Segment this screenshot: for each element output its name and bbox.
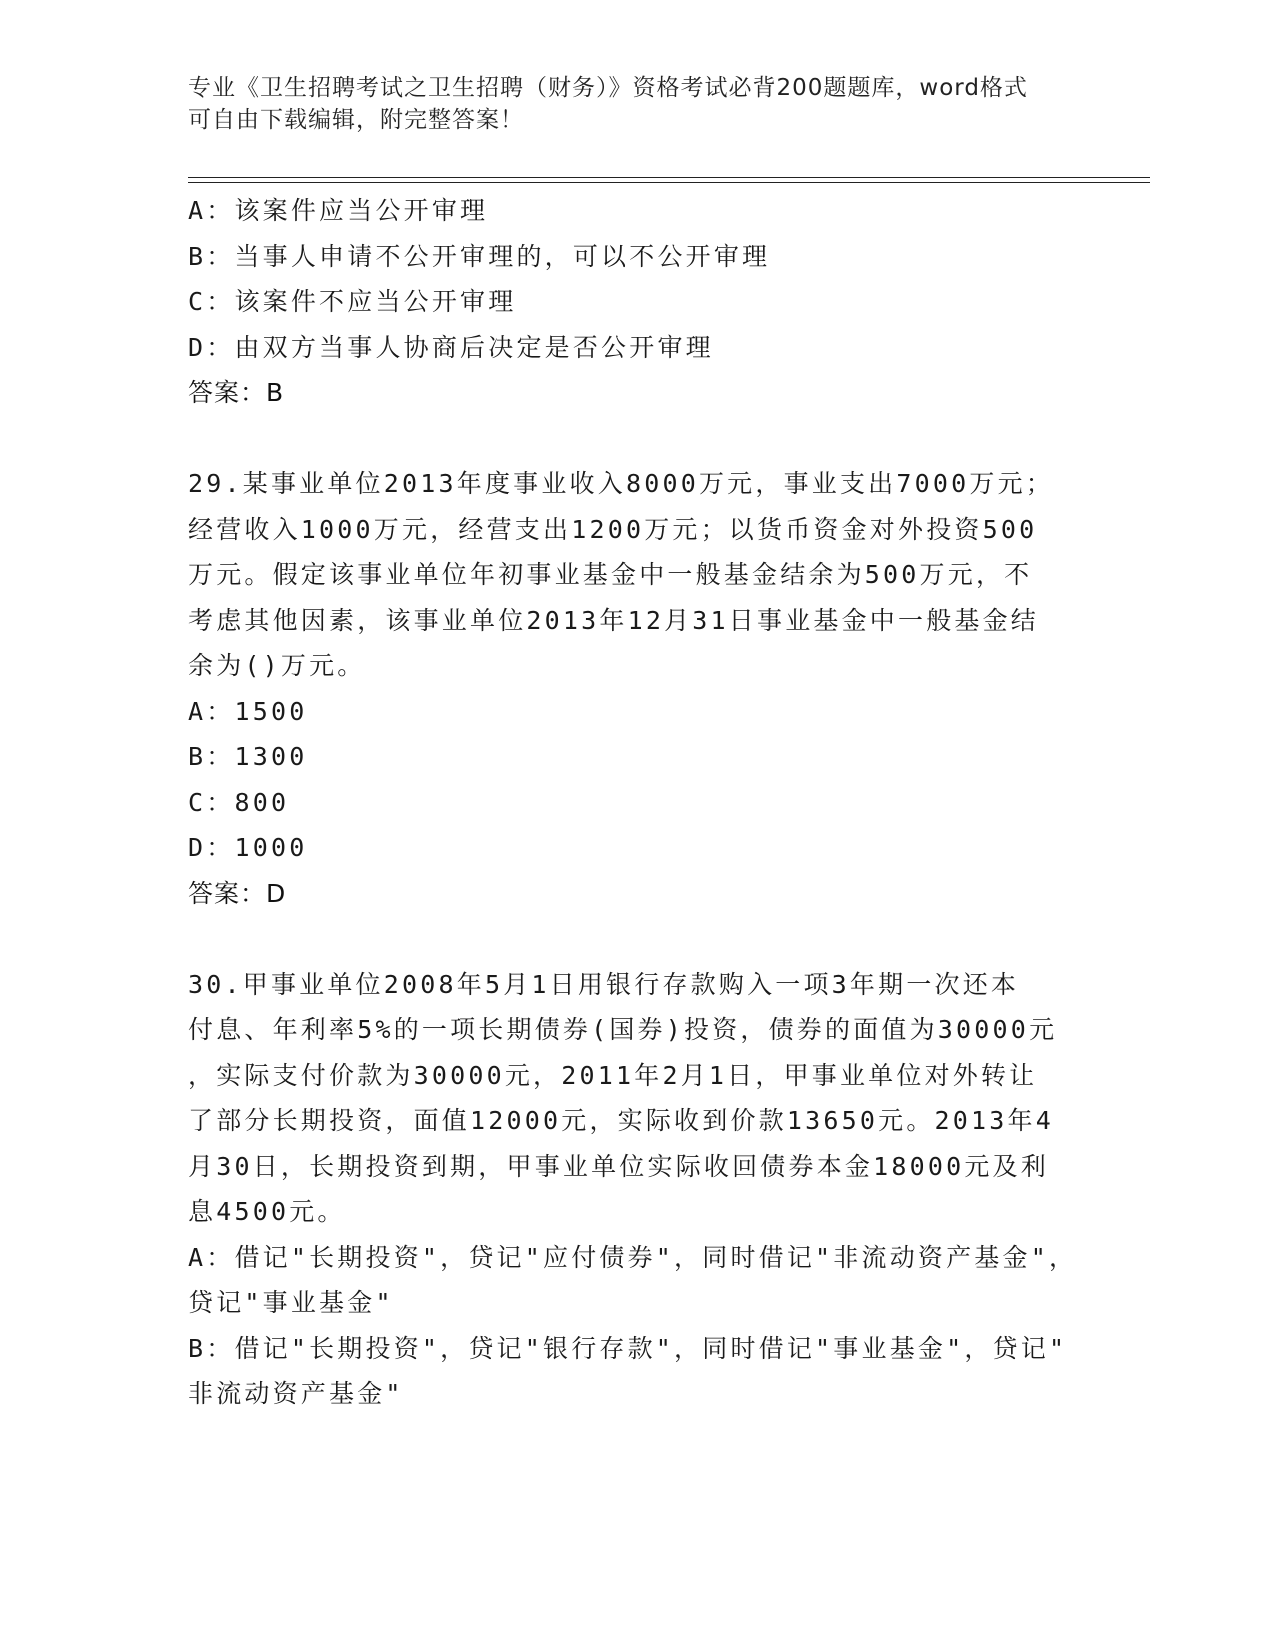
question-stem-line: ，实际支付价款为30000元，2011年2月1日，甲事业单位对外转让: [188, 1060, 1038, 1090]
question-stem-line: 经营收入1000万元，经营支出1200万元；以货币资金对外投资500: [188, 514, 1038, 544]
option-a: A：1500: [188, 696, 308, 726]
option-d: D：1000: [188, 833, 308, 862]
option-a: A：借记"长期投资"，贷记"应付债券"，同时借记"非流动资产基金"，: [188, 1242, 1078, 1272]
option-b-continued: 非流动资产基金": [188, 1379, 404, 1408]
option-c: C：该案件不应当公开审理: [188, 287, 517, 316]
header-title-line-2: 可自由下载编辑，附完整答案！: [188, 107, 524, 133]
answer-key: 答案：D: [188, 878, 287, 908]
question-stem-line: 万元。假定该事业单位年初事业基金中一般基金结余为500万元，不: [188, 560, 1033, 589]
question-30: [188, 962, 1088, 1417]
question-stem-line: 考虑其他因素，该事业单位2013年12月31日事业基金中一般基金结: [188, 605, 1040, 635]
option-a: A：该案件应当公开审理: [188, 196, 489, 225]
question-28-continued: [188, 188, 1088, 416]
option-b: B：借记"长期投资"，贷记"银行存款"，同时借记"事业基金"，贷记": [188, 1333, 1068, 1363]
header-divider-bottom: [188, 182, 1150, 183]
spacer: [188, 416, 1088, 462]
question-content: [188, 188, 1088, 1417]
option-b: B：当事人申请不公开审理的，可以不公开审理: [188, 241, 771, 271]
option-c: C：800: [188, 787, 290, 817]
option-d: D：由双方当事人协商后决定是否公开审理: [188, 332, 714, 362]
question-stem-line: 月30日，长期投资到期，甲事业单位实际收回债券本金18000元及利: [188, 1151, 1049, 1181]
question-stem-line: 余为()万元。: [188, 651, 366, 680]
question-stem-line: 30.甲事业单位2008年5月1日用银行存款购入一项3年期一次还本: [188, 969, 1020, 999]
question-stem-line: 了部分长期投资，面值12000元，实际收到价款13650元。2013年4: [188, 1106, 1054, 1135]
header-title-line-1: 专业《卫生招聘考试之卫生招聘（财务）》资格考试必背200题题库，word格式: [188, 75, 1028, 101]
question-stem-line: 息4500元。: [188, 1197, 346, 1226]
document-header: [188, 72, 1068, 136]
option-b: B：1300: [188, 742, 308, 771]
question-stem-line: 付息、年利率5%的一项长期债券(国券)投资，债券的面值为30000元: [188, 1015, 1058, 1044]
question-stem-line: 29.某事业单位2013年度事业收入8000万元，事业支出7000万元；: [188, 469, 1054, 498]
question-29: [188, 461, 1088, 916]
header-divider-top: [188, 177, 1150, 178]
spacer: [188, 916, 1088, 962]
answer-key: 答案：B: [188, 378, 285, 407]
option-a-continued: 贷记"事业基金": [188, 1288, 394, 1317]
